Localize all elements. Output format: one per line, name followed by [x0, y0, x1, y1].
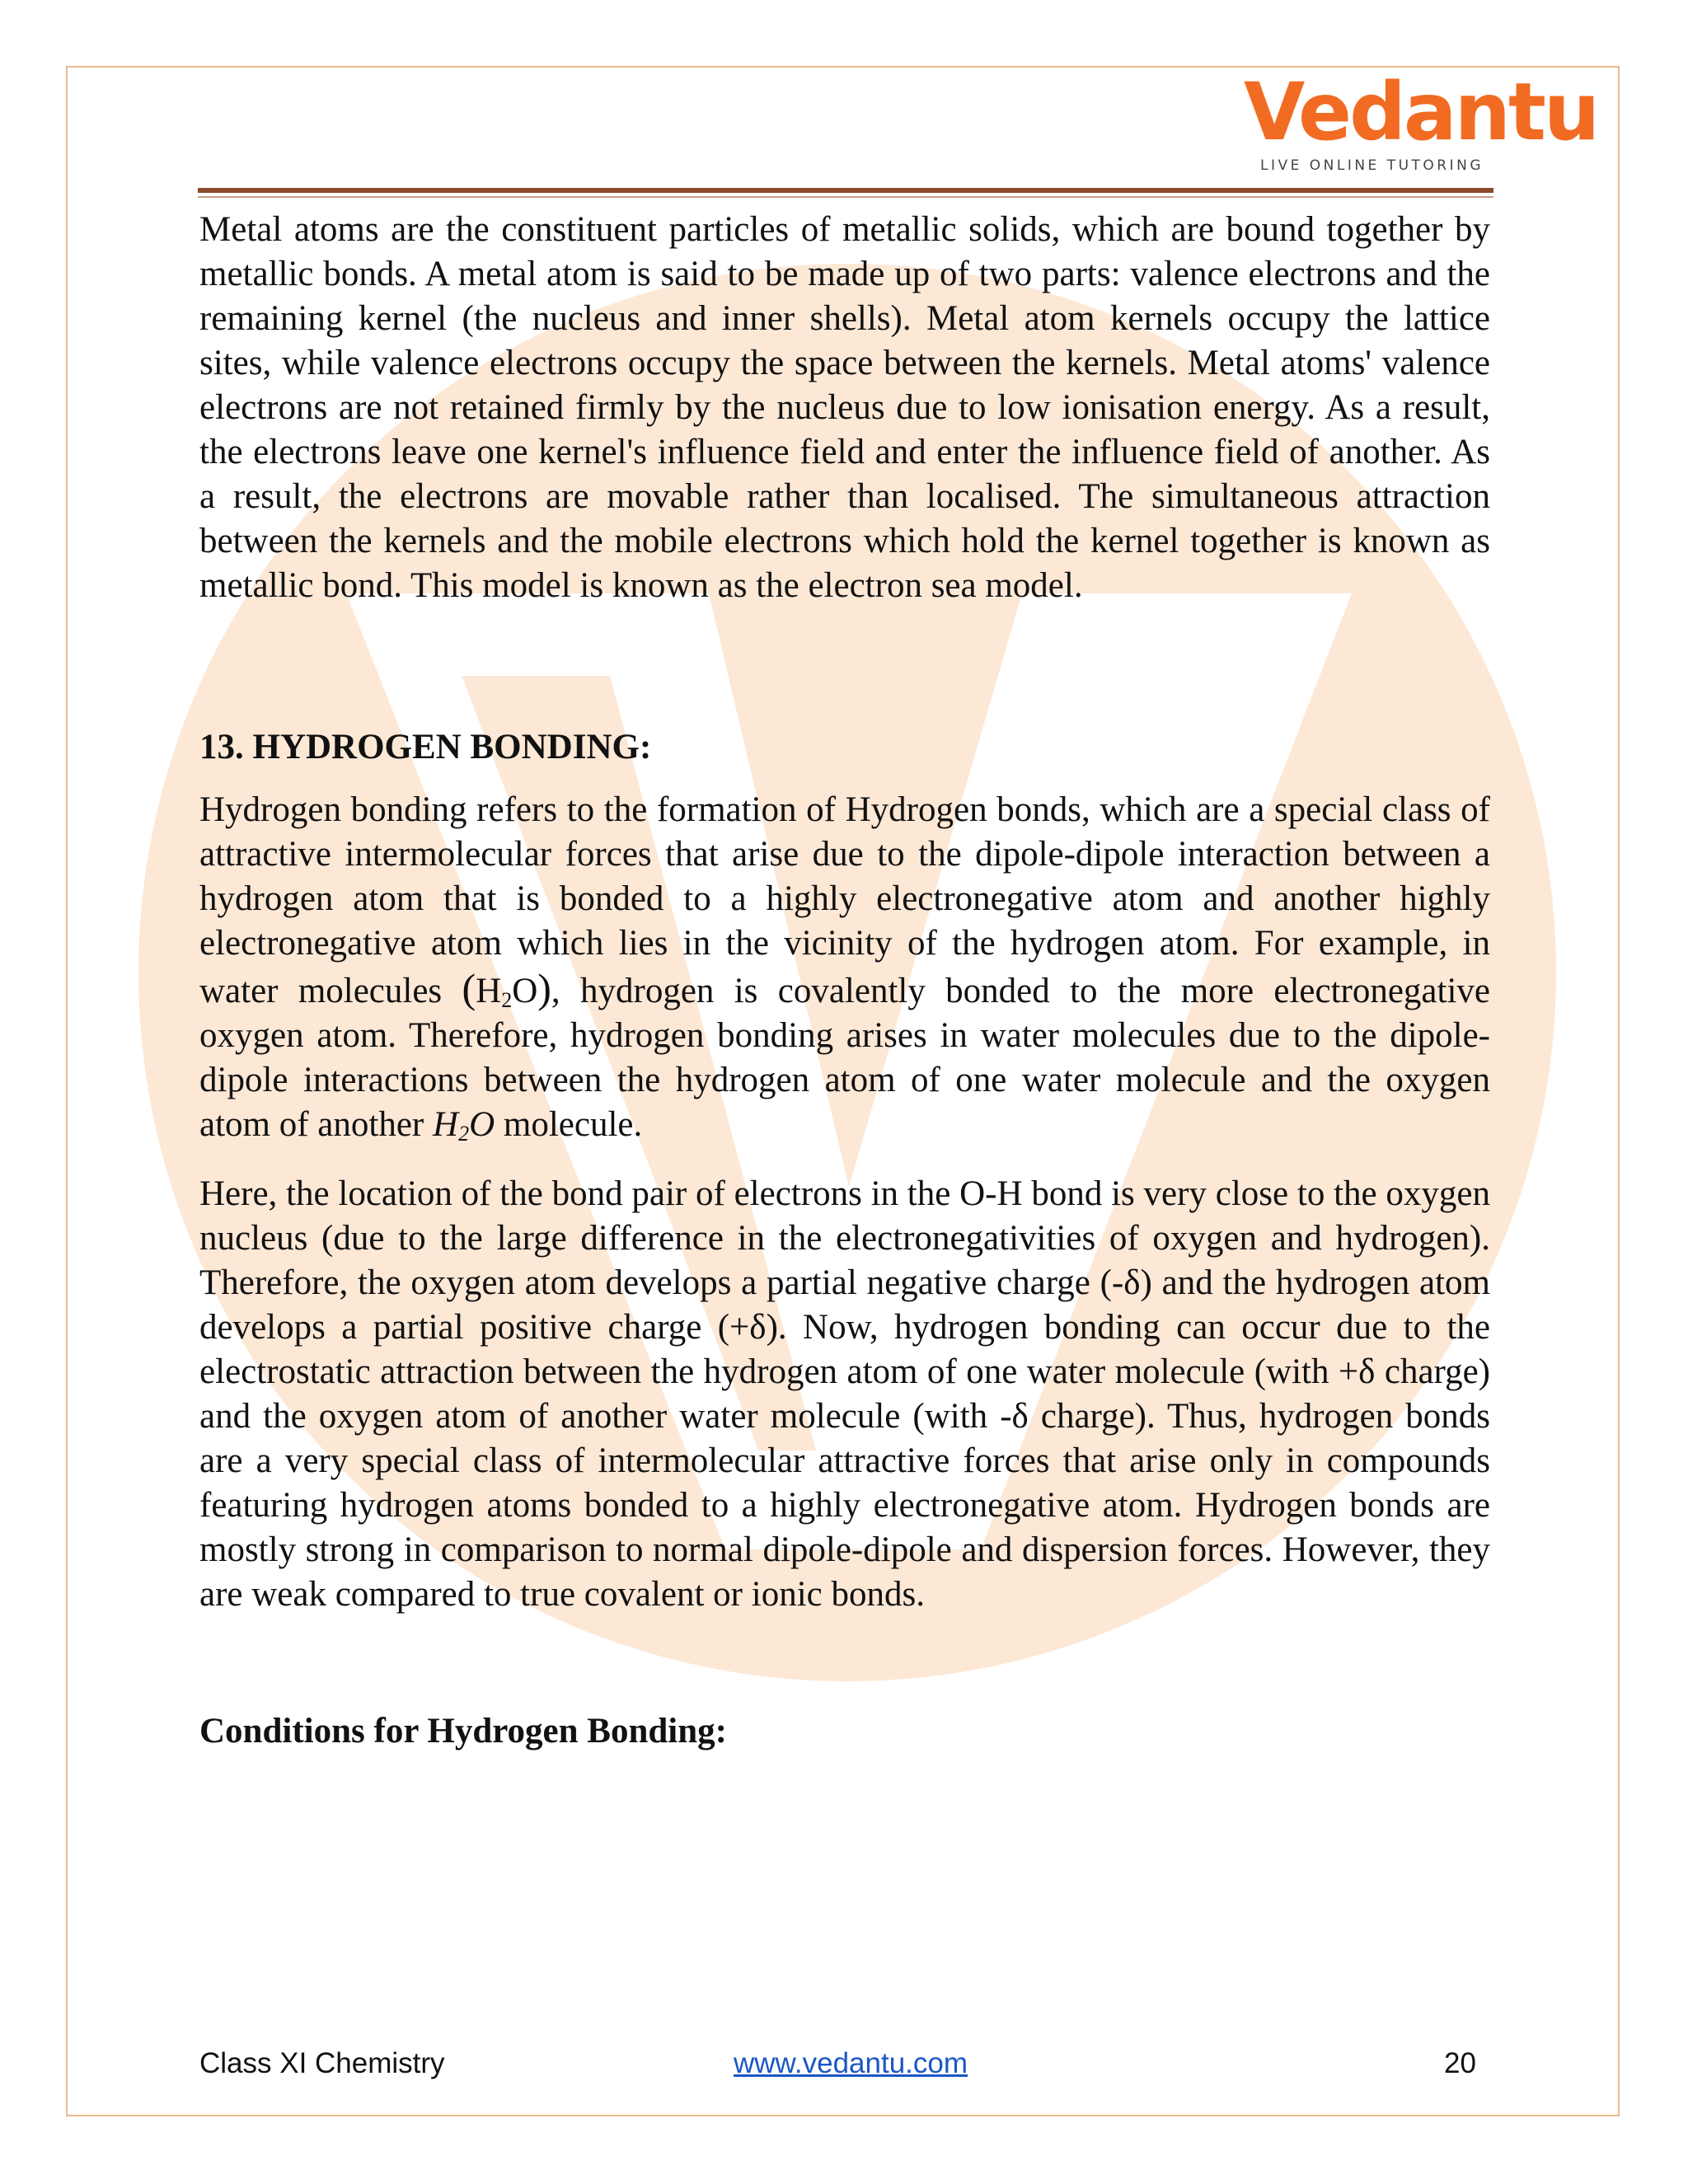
- formula-close-paren: ): [537, 965, 551, 1011]
- para-text-part1: Hydrogen bonding refers to the formation of Hydrogen bonds, which are a special class of attractive intermolecular forces that arise due to the dipole-dipole interaction between a hydrogen atom that is bonded to a highly electronegative atom and another highly electronegative atom which lies in the vicinity of the hydrogen atom. For example, in water molecules: [199, 790, 1490, 1010]
- formula-subscript: 2: [501, 988, 513, 1012]
- header-rule-thin: [198, 196, 1493, 198]
- paragraph-hydrogen-bond-intro: [199, 788, 1490, 1147]
- formula-subscript-italic: 2: [458, 1122, 470, 1146]
- logo-wordmark: Vedantu: [1244, 66, 1598, 158]
- para-text-part3: molecule.: [495, 1105, 643, 1144]
- heading-hydrogen-bonding: 13. HYDROGEN BONDING:: [199, 728, 652, 766]
- formula-open-paren: (: [462, 965, 476, 1011]
- formula-h: H: [476, 972, 502, 1010]
- header-rule: [198, 188, 1493, 193]
- formula-o: O: [512, 972, 538, 1010]
- footer-class-label: Class XI Chemistry: [199, 2047, 445, 2079]
- paragraph-metallic-bond: Metal atoms are the constituent particles of metallic solids, which are bound together by metallic bonds. A metal atom is said to be made up of two parts: valence electrons and the remaining kernel (the nucleus and inner shells). Metal atom kernels occupy the lattice sites, while valence electrons occupy the space between the kernels. Metal atoms' valence electrons are not retained firmly by the nucleus due to low ionisation energy. As a result, the electrons leave one kernel's influence field and enter the influence field of another. As a result, the electrons are movable rather than localised. The simultaneous attraction between the kernels and the mobile electrons which hold the kernel together is known as metallic bond. This model is known as the electron sea model.: [199, 210, 1490, 605]
- formula-o-italic: O: [469, 1105, 495, 1144]
- heading-conditions: Conditions for Hydrogen Bonding:: [199, 1712, 727, 1750]
- footer-page-number: 20: [1444, 2047, 1476, 2079]
- page-content: [199, 208, 1490, 1754]
- para-text-part2: , hydrogen is covalently bonded to the more electronegative oxygen atom. Therefore, hydrogen bonding arises in water molecules due to the dipole-dipole interactions between the hydrogen atom of one water molecule and the oxygen atom of another: [199, 972, 1491, 1144]
- vedantu-logo: [1240, 66, 1598, 183]
- logo-tagline: LIVE ONLINE TUTORING: [1260, 157, 1484, 174]
- footer-website-link[interactable]: www.vedantu.com: [734, 2047, 968, 2079]
- formula-h-italic: H: [433, 1105, 459, 1144]
- paragraph-hydrogen-bond-detail: Here, the location of the bond pair of electrons in the O-H bond is very close to the oxygen nucleus (due to the large difference in the electronegativities of oxygen and hydrogen). Therefore, the oxygen atom develops a partial negative charge (-δ) and the hydrogen atom develops a partial positive charge (+δ). Now, hydrogen bonding can occur due to the electrostatic attraction between the hydrogen atom of one water molecule (with +δ charge) and the oxygen atom of another water molecule (with -δ charge). Thus, hydrogen bonds are a very special class of intermolecular attractive forces that arise only in compounds featuring hydrogen atoms bonded to a highly electronegative atom. Hydrogen bonds are mostly strong in comparison to normal dipole-dipole and dispersion forces. However, they are weak compared to true covalent or ionic bonds.: [199, 1174, 1490, 1614]
